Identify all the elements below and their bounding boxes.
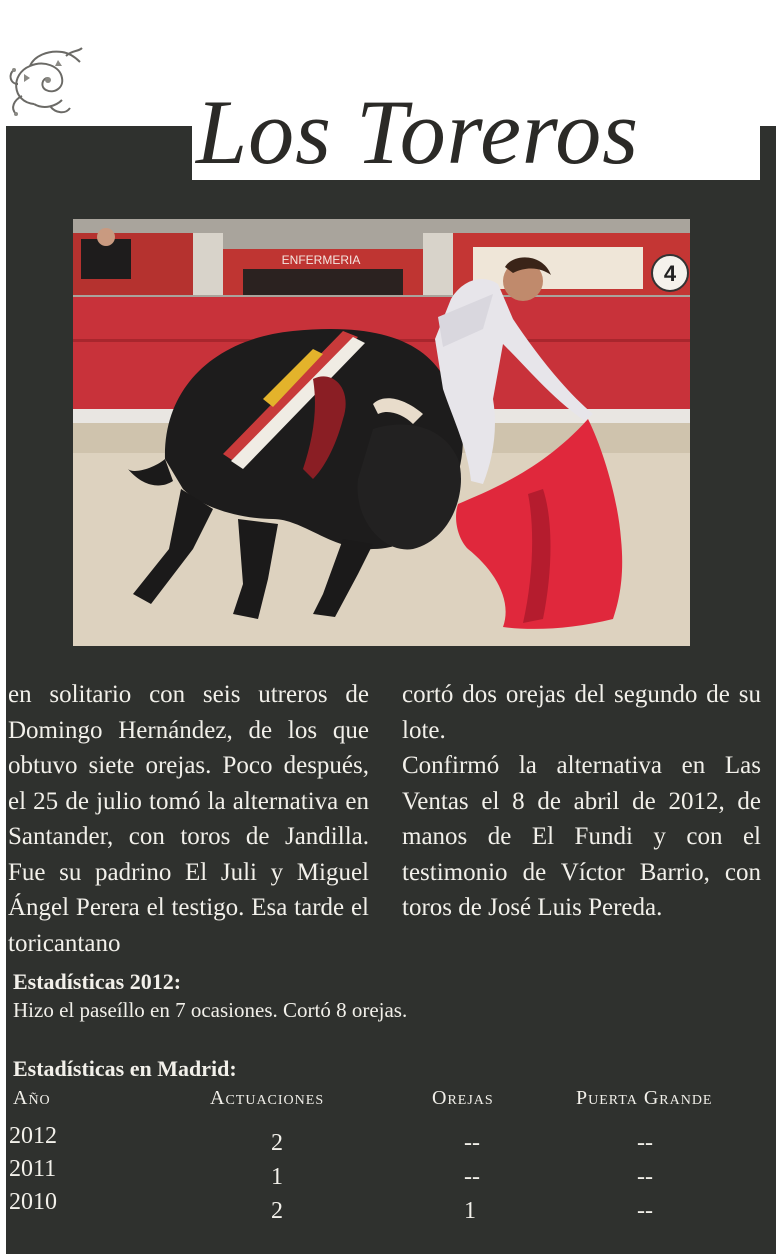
paragraph: cortó dos orejas del segundo de su lote.	[402, 681, 761, 744]
board-number: 4	[663, 261, 677, 286]
table-cell-puerta-grande: --	[637, 1198, 653, 1224]
paragraph: en solitario con seis utreros de Domingo Hernández, de los que obtuvo siete orejas. Poco después, el 25 de julio tomó la alternativa en Santander, con toros de Jandilla. Fue su padrino El Juli y Miguel Ángel Perera el testigo. Esa tarde el toricantano	[8, 681, 369, 957]
table-header-year: Año	[13, 1087, 51, 1109]
ornament-flourish-icon	[4, 44, 84, 118]
table-cell-puerta-grande: --	[637, 1164, 653, 1190]
table-header-actuaciones: Actuaciones	[210, 1087, 325, 1109]
table-cell-puerta-grande: --	[637, 1130, 653, 1156]
table-cell-actuaciones: 1	[271, 1164, 283, 1190]
table-cell-actuaciones: 2	[271, 1130, 283, 1156]
table-cell-year: 2010	[9, 1189, 57, 1215]
table-header-puerta-grande: Puerta Grande	[576, 1087, 713, 1109]
table-cell-orejas: 1	[464, 1198, 476, 1224]
body-column-right	[402, 677, 761, 926]
bullfight-photo	[73, 219, 690, 646]
table-cell-year: 2011	[9, 1156, 57, 1182]
board-sign: ENFERMERIA	[281, 253, 361, 267]
stats-2012	[13, 968, 753, 1024]
table-cell-orejas: --	[464, 1164, 480, 1190]
body-column-left	[8, 677, 369, 961]
bullfight-illustration	[73, 219, 690, 646]
stats-2012-text: Hizo el paseíllo en 7 ocasiones. Cortó 8 orejas.	[13, 998, 408, 1022]
table-cell-year: 2012	[9, 1123, 57, 1149]
stats-2012-heading: Estadísticas 2012:	[13, 969, 182, 994]
paragraph: Confirmó la alternativa en Las Ventas el 8 de abril de 2012, de manos de El Fundi y con el testimonio de Víctor Barrio, con toros de José Luis Pereda.	[402, 752, 761, 921]
table-header-orejas: Orejas	[432, 1087, 494, 1109]
page-title: Los Toreros	[196, 81, 640, 183]
table-cell-actuaciones: 2	[271, 1198, 283, 1224]
madrid-stats-heading: Estadísticas en Madrid:	[13, 1056, 237, 1081]
table-cell-orejas: --	[464, 1130, 480, 1156]
